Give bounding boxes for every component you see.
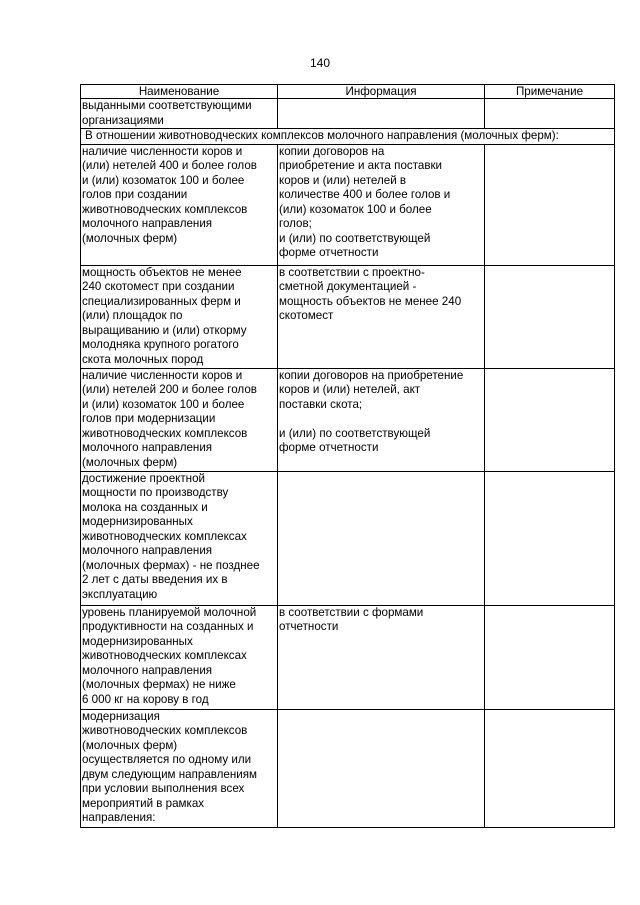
table-row	[81, 471, 615, 605]
note-cell	[485, 265, 615, 368]
name-cell: уровень планируемой молочной продуктивности на созданных и модернизированных животноводческих комплексах молочного направления (молочных фермах) не ниже 6 000 кг на корову в год	[81, 605, 278, 709]
table-row	[81, 144, 615, 265]
note-cell	[485, 709, 615, 827]
info-cell: в соответствии с формами отчетности	[278, 605, 485, 709]
note-cell	[485, 605, 615, 709]
table-row	[81, 709, 615, 827]
note-cell	[485, 99, 615, 129]
section-heading: В отношении животноводческих комплексов молочного направления (молочных ферм):	[81, 129, 615, 145]
name-cell: модернизация животноводческих комплексов (молочных ферм) осуществляется по одному или двум следующим направлениям при условии выполнения всех мероприятий в рамках направления:	[81, 709, 278, 827]
header-info: Информация	[278, 85, 485, 99]
note-cell	[485, 144, 615, 265]
info-cell	[278, 471, 485, 605]
info-cell	[278, 709, 485, 827]
table-row	[81, 605, 615, 709]
note-cell	[485, 368, 615, 471]
page-number: 140	[309, 56, 331, 70]
name-cell: достижение проектной мощности по производству молока на созданных и модернизированных животноводческих комплексах молочного направления (молочных фермах) - не позднее 2 лет с даты введения их в эксплуатацию	[81, 471, 278, 605]
note-cell	[485, 471, 615, 605]
section-row	[81, 129, 615, 145]
info-cell: копии договоров на приобретение и акта поставки коров и (или) нетелей в количестве 400 и более голов и (или) козоматок 100 и более голов; и (или) по соответствующей форме отчетности	[278, 144, 485, 265]
name-cell: мощность объектов не менее 240 скотомест при создании специализированных ферм и (или) площадок по выращиванию и (или) откорму молодняка крупного рогатого скота молочных пород	[81, 265, 278, 368]
table-row	[81, 99, 615, 129]
table-row	[81, 368, 615, 471]
info-cell: копии договоров на приобретение коров и (или) нетелей, акт поставки скота; и (или) по соответствующей форме отчетности	[278, 368, 485, 471]
name-cell: выданными соответствующими организациями	[81, 99, 278, 129]
name-cell: наличие численности коров и (или) нетелей 200 и более голов и (или) козоматок 100 и более голов при модернизации животноводческих комплексов молочного направления (молочных ферм)	[81, 368, 278, 471]
name-cell: наличие численности коров и (или) нетелей 400 и более голов и (или) козоматок 100 и более голов при создании животноводческих комплексов молочного направления (молочных ферм)	[81, 144, 278, 265]
table-row	[81, 265, 615, 368]
header-name: Наименование	[81, 85, 278, 99]
info-cell	[278, 99, 485, 129]
header-note: Примечание	[485, 85, 615, 99]
info-cell: в соответствии с проектно- сметной документацией - мощность объектов не менее 240 скотомест	[278, 265, 485, 368]
table-header-row	[81, 85, 615, 99]
requirements-table	[80, 84, 615, 828]
